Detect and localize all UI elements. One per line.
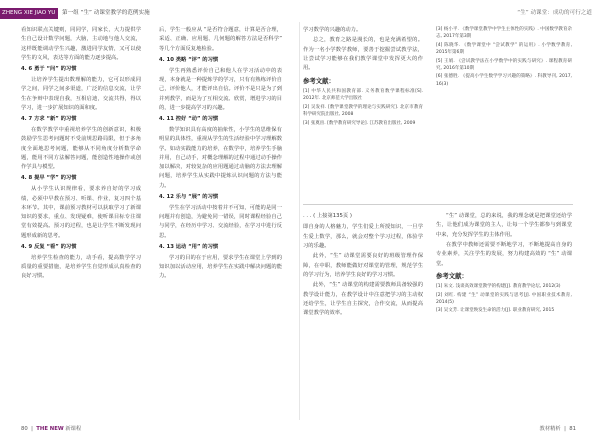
references-list — [303, 88, 423, 127]
section-heading: 4. 9 反复 “看” 的习惯 — [21, 244, 77, 251]
reference-item: [3] 张奠宙. [数学教育研究导论]. 江苏教育出版社, 2009 — [303, 120, 416, 126]
header-right-title: “生” 动课堂：成功的可行之道 — [517, 10, 592, 16]
references-list — [436, 26, 572, 88]
section-tag: ZHENG XIE JIAO YU — [0, 8, 58, 19]
section-heading: 4. 13 运动 “用” 的习惯 — [159, 244, 219, 251]
column-4-bottom — [436, 212, 572, 316]
column-1 — [21, 26, 141, 283]
article-divider — [303, 204, 573, 205]
section-heading: 4. 6 勇于 “问” 的习惯 — [21, 66, 77, 73]
footer-left: 80 | THE NEW 新课程 — [21, 426, 82, 432]
column-3-top — [303, 26, 423, 128]
section-name: 教材精析 — [539, 426, 561, 432]
paragraph: 此外，“生” 动课堂的构建需要教师具备较强的教学设计能力，在教学设计中注意把学习的主动权还给学生，让学生自主探究，合作交流，从而提高课堂教学的效率。 — [303, 282, 423, 317]
reference-item: [4] 陈晓华. 《数学课堂中 “尝试教学” 的运用》. 小学数学教育, 2015年第6期 — [436, 42, 572, 56]
paragraph: 学生在学习活动中按着并不可知，可能的是同一问题并有创造，为避免同一错误，同时课程经验自己与同学，在经历中学习、交流经验，在学习中进行反思。 — [159, 204, 282, 239]
magazine-name: 新课程 — [65, 426, 82, 432]
paragraph: 从小学生认识规律看，要求养自好的学习成绩，必须中早教在预习、听课、作业，复习四个基本环节。其中，课前预习教材可以获取学习了新课知识的要求，重点、发现疑难，使听课目标专注课堂有效提高。预习的过程，也是让学生不断发现问题形成新的思考。 — [21, 186, 141, 239]
column-2 — [159, 26, 282, 283]
paragraph: 学习的目的在于应用，要求学生在课堂上学到的知识加以活动应用，培养学生在实践中解决问题的能力。 — [159, 254, 282, 280]
header-title: 第一组 “生” 动课堂教学的范例实施 — [62, 10, 150, 16]
paragraph: 总之，教育之路是漫长的，也是充满希望的。作为一名小学数学教师，要善于挖掘尝试教学法，让尝试学习能够在我们教学课堂中发挥更大的作用。 — [303, 37, 423, 72]
paragraph: 即自身的人格魅力，学生们爱上所授知识，一旦学生爱上数学，那么，就会对整个学习过程，体验学习的乐趣。 — [303, 224, 423, 249]
reference-item: [5] 王娟. 《尝试教学法在小学数学中的实践与研究》. 课程教育研究, 2016年第10期 — [436, 58, 572, 72]
reference-item: [3] 吴文芳. 让课堂焕发生命的活力[J]. 职业教育研究, 2015 — [436, 308, 555, 314]
paragraph: 看知识联点关键则，同同学，同家长，大力提供学生自己设计数学问题，大脑，主动地与他人交流，这样既能调动学生兴趣，激进同学友情，又可以使学生的文风，表达等方面的能力逐步提高。 — [21, 27, 141, 61]
column-3-bottom — [303, 212, 423, 320]
reference-item: [1] 中华人民共和国教育部. 义务教育数学课程标准[S]. 2012年. 北京师范大学出版社 — [303, 88, 423, 102]
references-heading: 参考文献： — [436, 271, 468, 280]
paragraph: 培养学生检查的能力，动手看，提高数学学习质量的重要措施，是培养学生自觉形成认真检查的良好习惯。 — [21, 254, 141, 280]
paragraph: 此外，“生” 动课堂需要良好的班级管理作保障，在中职，教师能做好对课堂的管理，规范学生的学习行为，培养学生良好的学习习惯。 — [303, 253, 423, 278]
section-heading: 4. 10 类略 “评” 的习惯 — [159, 56, 219, 63]
column-4-top — [436, 26, 572, 89]
section-heading: 4. 11 控好 “动” 的习惯 — [159, 116, 219, 123]
paragraph: 学习数学的兴趣的动力。 — [303, 27, 362, 33]
reference-item: [2] 刘红. 构建 “生” 动课堂的实践与思考[J]. 中国职业技术教育, 2014(5) — [436, 292, 572, 306]
page-spine — [299, 22, 300, 420]
reference-item: [3] 杨小平. 《数学课堂教学中学生主体性的实践》. 中国数学教育杂志, 2017年第3期 — [436, 27, 572, 40]
paragraph: 数学知识具有高度的抽象性，小学生的思维保有明显的具体性，重视从学生的生活经验中学习理解数学。如动实践能力的培养，在数学中，培养学生手脑并用，自己动手，对概念理解的过程中通过动手操作加以解决，对较复杂的应用题通过动脑的方法去理解问题，培养学生从实践中提炼认识问题的方法与能力。 — [159, 126, 282, 189]
paragraph: 学生再熟悉评价自己和他人在学习活动中的表现，本身就是一种提炼学的学习，只有有熟练评价自己，评价他人，才能评出自信。评价不是只是为了到并列教学，而是为了互相交流、欣赏，增进学习的目的，进一步提高学习的兴趣。 — [159, 67, 282, 111]
magazine-logo: THE NEW — [36, 426, 64, 432]
reference-item: [2] 吴发祥. [数学课堂教学的理论与实践研究]. 北京市教育科学研究院出版社, 2008 — [303, 104, 423, 118]
reference-item: [6] 张德胜. 《提高小学生数学学习兴趣的策略》. 科教导刊, 2017, 16(3) — [436, 74, 572, 87]
paragraph: 在教学中教师还需要不断地学习，不断地提高自身的专业素养，关注学生的发展，努力构建高效的 “生” 动课堂。 — [436, 242, 572, 267]
section-heading: 4. 12 乐与 “展” 的习惯 — [159, 194, 219, 201]
paragraph: 后，学生一般应从 “是否符合题意，计算是否合理，采适、正确、应用题、几何题的解答方法是否科学” 等几个方面反复地检验。 — [159, 27, 282, 52]
page-number: 80 — [21, 426, 28, 432]
section-heading: 4. 8 提早 “学” 的习惯 — [21, 175, 77, 182]
paragraph: 在数学教学中重视培养学生的创新意识，积极鼓励学生思考问题时不受前规思路局限，但于多角度全面地思考问题，能够从不同角度分析数学命题，能用不同方法解答问题，能创造性地操作或创作学具与模型。 — [21, 126, 141, 171]
paragraph: “生” 动课堂，总的来说，我的理念就是把课堂还给学生，让他们成为课堂的主人，让每一个学生都参与到课堂中来，充分发挥学生的主体作用。 — [436, 213, 572, 238]
continuation-note: . . . ( 上接第135页 ) — [303, 213, 352, 219]
reference-item: [1] 朱文. 浅谈高效课堂教学的构建[J]. 教育教学论坛, 2012(3) — [436, 284, 561, 290]
section-heading: 4. 7 方求 “新” 的习惯 — [21, 116, 77, 123]
paragraph: 让培养学生提出数理解的能力，它可以形成同学之间，同学之间多渠道，广泛的信息交流，让学生在争辩中表现自我，互相启迪，交流共得，得以学习，进一步扩展知识的面和度。 — [21, 76, 141, 111]
footer-right: 教材精析 | 81 — [539, 426, 576, 432]
page-number: 81 — [569, 426, 576, 432]
running-header — [0, 8, 600, 19]
references-list — [436, 283, 572, 315]
references-heading: 参考文献： — [303, 76, 335, 85]
